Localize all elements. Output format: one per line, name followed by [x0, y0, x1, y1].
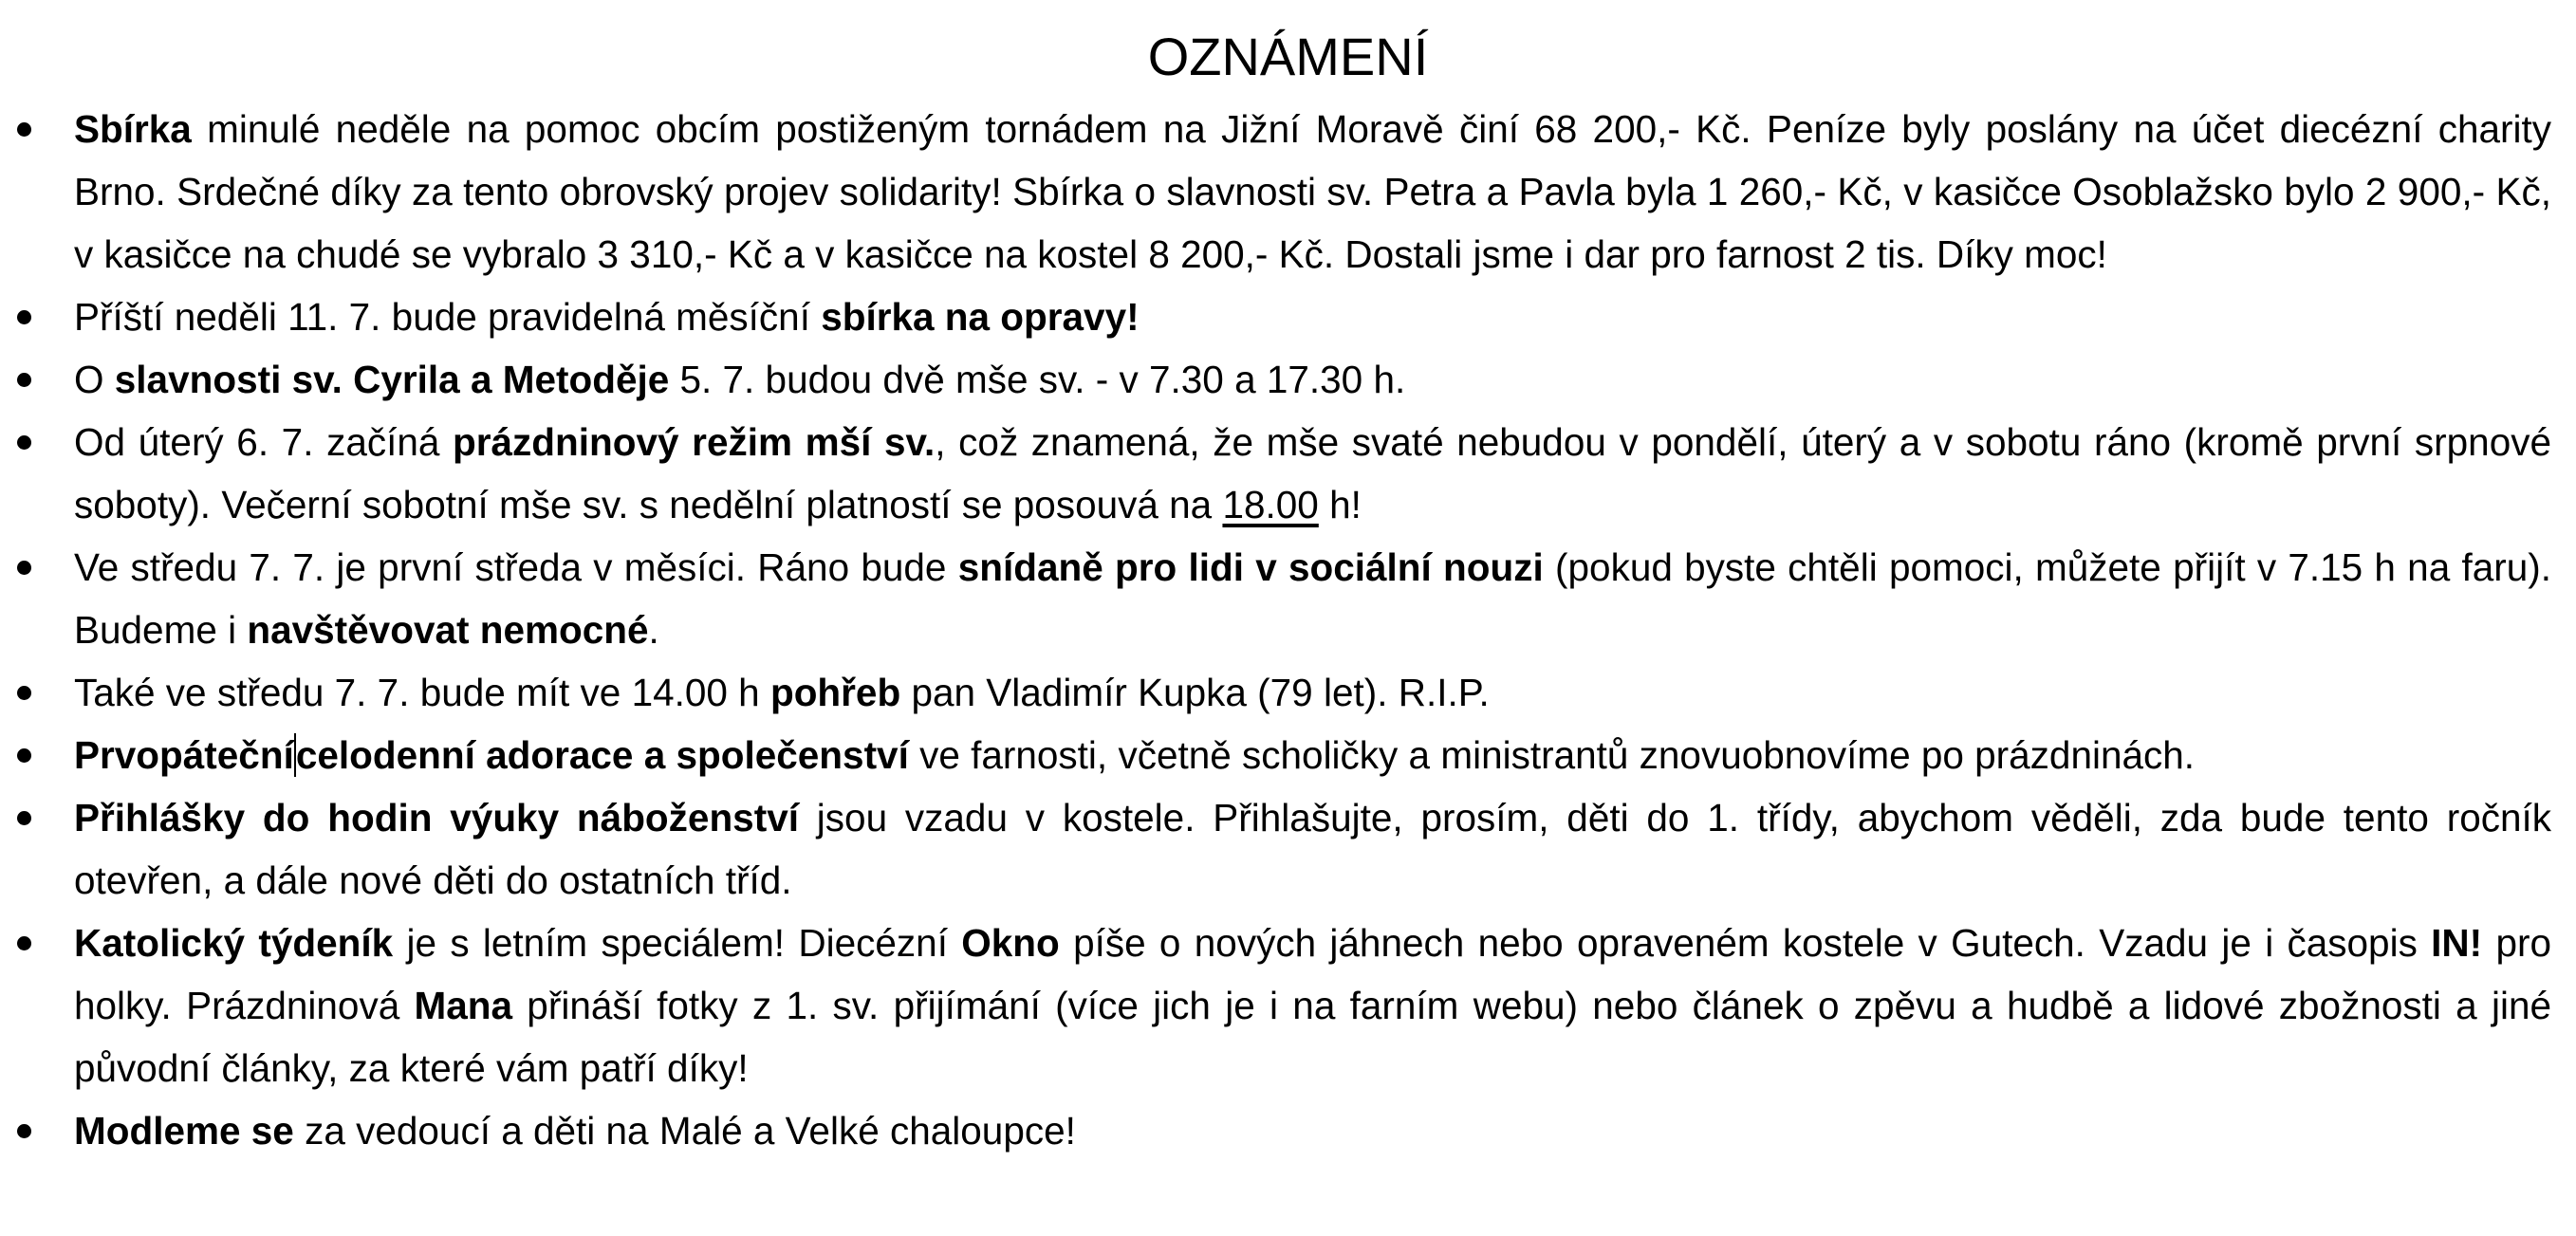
bold-text: celodenní adorace a společenství — [295, 733, 909, 777]
bullet-icon — [17, 561, 31, 575]
bold-text: prázdninový režim mší sv. — [453, 420, 936, 464]
announcement-item — [0, 98, 2576, 286]
announcement-item — [0, 1099, 2576, 1162]
text-run: Ve středu 7. 7. je první středa v měsíci. Ráno bude — [74, 545, 958, 589]
announcement-item — [0, 536, 2576, 661]
bold-text: navštěvovat nemocné — [247, 608, 649, 652]
bullet-icon — [17, 748, 31, 763]
bullet-icon — [17, 373, 31, 387]
bold-text: IN! — [2431, 921, 2483, 965]
text-run: za vedoucí a děti na Malé a Velké chaloupce! — [293, 1109, 1076, 1153]
text-run: ve farnosti, včetně scholičky a ministrantů znovuobnovíme po prázdninách. — [908, 733, 2196, 777]
announcement-item — [0, 286, 2576, 348]
text-run: . — [648, 608, 659, 652]
bold-text: Mana — [414, 984, 513, 1027]
announcement-item — [0, 912, 2576, 1099]
bullet-icon — [17, 122, 31, 137]
bold-text: Katolický týdeník — [74, 921, 394, 965]
bold-text: Sbírka — [74, 107, 192, 151]
bold-text: slavnosti sv. Cyrila a Metoděje — [114, 358, 670, 401]
text-run: minulé neděle na pomoc obcím postiženým tornádem na Jižní Moravě činí 68 200,- Kč. Peníze byly poslány na účet diecézní charity Brno. Srdečné díky za tento obrovský projev solidarity! Sbírka o slavnosti sv. Petra a Pavla byla 1 260,- Kč, v kasičce Osoblažsko bylo 2 900,- Kč, v kasičce na chudé se vybralo 3 310,- Kč a v kasičce na kostel 8 200,- Kč. Dostali jsme i dar pro farnost 2 tis. Díky moc! — [74, 107, 2551, 276]
text-run: O — [74, 358, 115, 401]
bullet-icon — [17, 1124, 31, 1138]
text-run: h! — [1318, 483, 1362, 526]
bold-text: snídaně pro lidi v sociální nouzi — [957, 545, 1544, 589]
bold-text: Modleme se — [74, 1109, 294, 1153]
text-run: Příští neděli 11. 7. bude pravidelná měsíční — [74, 295, 822, 339]
bullet-icon — [17, 936, 31, 950]
bold-text: pohřeb — [769, 671, 901, 714]
bold-text: sbírka na opravy! — [821, 295, 1140, 339]
bullet-icon — [17, 435, 31, 450]
bold-text: Přihlášky do hodin výuky náboženství — [74, 796, 799, 839]
bullet-icon — [17, 686, 31, 700]
text-run: pro holky. Prázdninová — [74, 921, 2551, 1027]
announcement-item — [0, 348, 2576, 411]
document-title: OZNÁMENÍ — [1147, 27, 1429, 86]
announcement-item — [0, 724, 2576, 786]
text-run: (pokud byste chtěli pomoci, můžete přijít v 7.15 h na faru). Budeme i — [74, 545, 2551, 652]
bold-text: Prvopáteční — [74, 733, 294, 777]
text-run: jsou vzadu v kostele. Přihlašujte, prosím, děti do 1. třídy, abychom věděli, zda bude tento ročník otevřen, a dále nové děti do ostatních tříd. — [74, 796, 2551, 902]
bold-text: Okno — [961, 921, 1060, 965]
text-run: píše o nových jáhnech nebo opraveném kostele v Gutech. Vzadu je i časopis — [1059, 921, 2432, 965]
text-run: Od úterý 6. 7. začíná — [74, 420, 454, 464]
text-run: pan Vladimír Kupka (79 let). R.I.P. — [900, 671, 1490, 714]
underlined-time: 18.00 — [1222, 483, 1319, 526]
announcement-item — [0, 411, 2576, 536]
text-run: přináší fotky z 1. sv. přijímání (více jich je i na farním webu) nebo článek o zpěvu a hudbě a lidové zbožnosti a jiné původní články, za které vám patří díky! — [74, 984, 2551, 1090]
text-run: , což znamená, že mše svaté nebudou v pondělí, úterý a v sobotu ráno (kromě první srpnové soboty). Večerní sobotní mše sv. s nedělní platností se posouvá na — [74, 420, 2552, 526]
text-run: 5. 7. budou dvě mše sv. - v 7.30 a 17.30 h. — [669, 358, 1406, 401]
bullet-icon — [17, 310, 31, 324]
announcement-item — [0, 786, 2576, 912]
announcement-item — [0, 661, 2576, 724]
bullet-icon — [17, 811, 31, 825]
announcement-list — [0, 98, 2576, 1162]
text-run: Také ve středu 7. 7. bude mít ve 14.00 h — [74, 671, 770, 714]
text-run: je s letním speciálem! Diecézní — [393, 921, 962, 965]
